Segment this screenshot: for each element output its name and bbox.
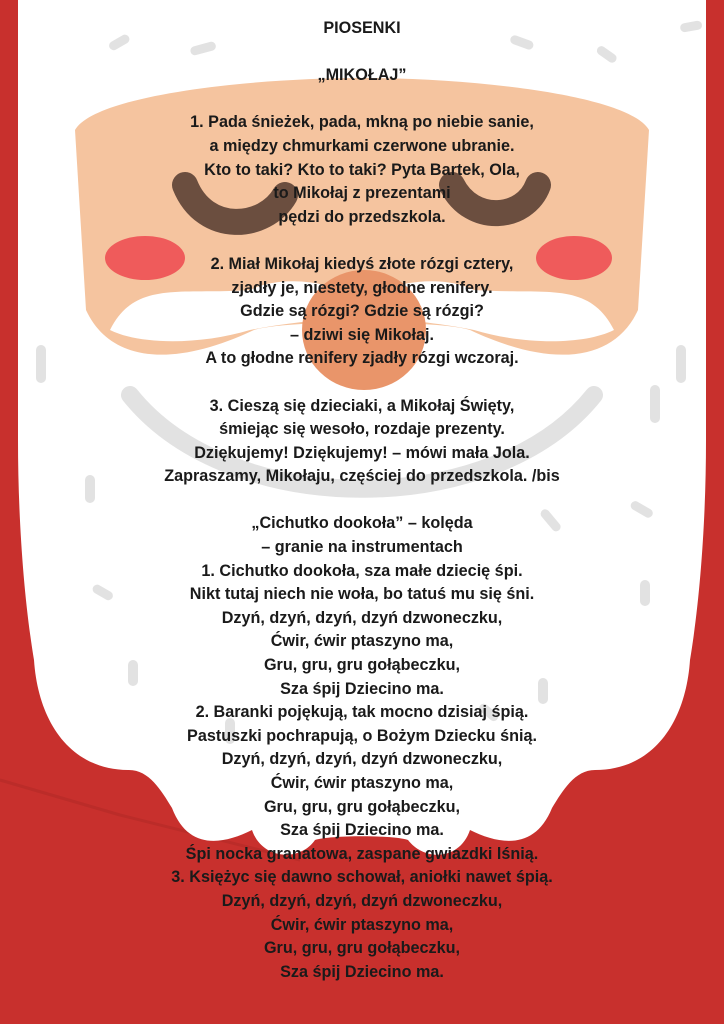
song1-title: „MIKOŁAJ” — [317, 66, 407, 85]
song2-line: Nikt tutaj niech nie woła, bo tatuś mu się śni. — [189, 585, 535, 604]
song1-verse3-line2: śmiejąc się wesoło, rozdaje prezenty. — [219, 420, 505, 439]
song1-verse3-line1: 3. Cieszą się dzieciaki, a Mikołaj Święty, — [209, 396, 515, 415]
song2-line: 1. Cichutko dookoła, sza małe dziecię śpi. — [201, 561, 523, 580]
song2-line: Sza śpij Dziecino ma. — [280, 821, 444, 840]
song2-line: 3. Księżyc się dawno schował, aniołki nawet śpią. — [171, 868, 553, 887]
song1-verse1-line4: to Mikołaj z prezentami — [273, 184, 451, 203]
song2-line: Dzyń, dzyń, dzyń, dzyń dzwoneczku, — [221, 891, 503, 910]
song2-title: „Cichutko dookoła” – kolęda — [251, 514, 473, 533]
song1-verse3-line4: Zapraszamy, Mikołaju, częściej do przedszkola. /bis — [164, 467, 560, 486]
song1-verse2-line4: – dziwi się Mikołaj. — [290, 325, 434, 344]
song2-line: Dzyń, dzyń, dzyń, dzyń dzwoneczku, — [221, 608, 503, 627]
song2-line: Gru, gru, gru gołąbeczku, — [263, 939, 461, 958]
song2-line: Gru, gru, gru gołąbeczku, — [263, 656, 461, 675]
spacer — [0, 489, 724, 513]
song2-line: Dzyń, dzyń, dzyń, dzyń dzwoneczku, — [221, 750, 503, 769]
song2-line: Ćwir, ćwir ptaszyno ma, — [270, 632, 454, 651]
spacer — [0, 41, 724, 65]
song2-line: 2. Baranki pojękują, tak mocno dzisiaj śpią. — [195, 703, 529, 722]
song2-line: Ćwir, ćwir ptaszyno ma, — [270, 774, 454, 792]
song1-verse1-line2: a między chmurkami czerwone ubranie. — [209, 136, 515, 155]
song1-verse1-line1: 1. Pada śnieżek, pada, mkną po niebie sanie, — [190, 113, 534, 132]
song2-line: Śpi nocka granatowa, zaspane gwiazdki lśnią. — [185, 844, 539, 863]
song1-verse2-line1: 2. Miał Mikołaj kiedyś złote rózgi cztery, — [210, 254, 514, 273]
song1-verse2-line3: Gdzie są rózgi? Gdzie są rózgi? — [240, 302, 484, 321]
page-heading: PIOSENKI — [323, 19, 401, 37]
song1-verse1-line3: Kto to taki? Kto to taki? Pyta Bartek, Ola, — [204, 160, 520, 179]
song2-line: Sza śpij Dziecino ma. — [280, 962, 444, 981]
spacer — [0, 229, 724, 253]
songbook-text — [0, 17, 724, 984]
song2-line: Ćwir, ćwir ptaszyno ma, — [270, 915, 454, 934]
song2-line: Pastuszki pochrapują, o Bożym Dziecku śnią. — [187, 726, 537, 745]
song2-line: Sza śpij Dziecino ma. — [280, 679, 444, 698]
song2-line: Gru, gru, gru gołąbeczku, — [263, 797, 461, 816]
spacer — [0, 88, 724, 112]
song1-verse2-line5: A to głodne renifery zjadły rózgi wczoraj. — [205, 349, 519, 368]
spacer — [0, 371, 724, 395]
song1-verse1-line5: pędzi do przedszkola. — [278, 207, 446, 226]
song2-subtitle: – granie na instrumentach — [261, 538, 463, 557]
song1-verse2-line2: zjadły je, niestety, głodne renifery. — [231, 278, 493, 297]
song1-verse3-line3: Dziękujemy! Dziękujemy! – mówi mała Jola. — [194, 443, 530, 462]
